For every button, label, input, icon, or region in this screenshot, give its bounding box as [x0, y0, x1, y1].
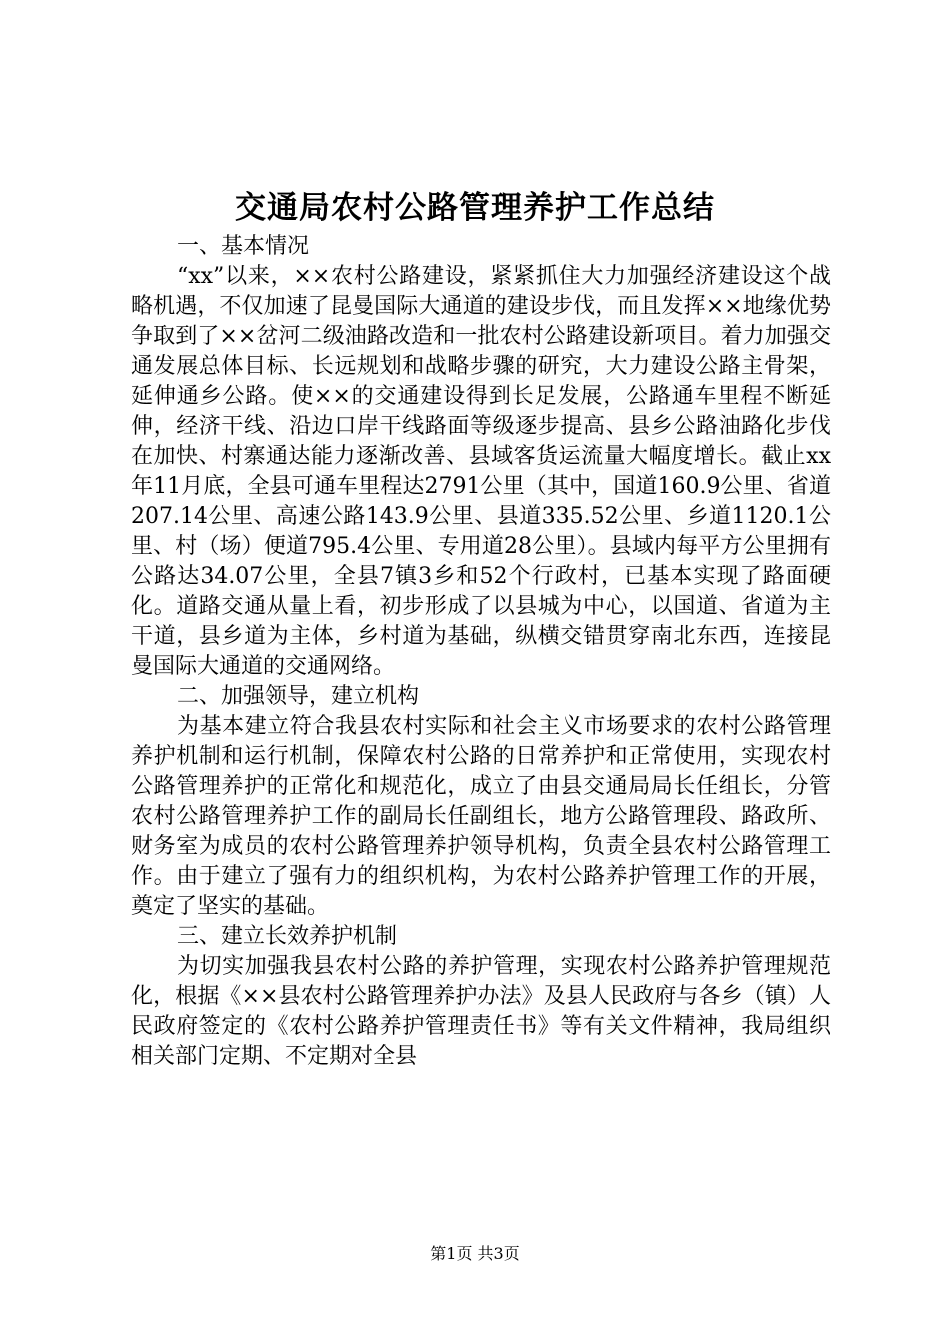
section-heading: 三、建立长效养护机制 — [177, 924, 398, 949]
section-paragraph: 为基本建立符合我县农村实际和社会主义市场要求的农村公路管理养护机制和运行机制，保障农村公路的日常养护和正常使用，实现农村公路管理养护的正常化和规范化，成立了由县交通局局长任组长，分管农村公路管理养护工作的副局长任副组长，地方公路管理段、路政所、财务室为成员的农村公路管理养护领导机构，负责全县农村公路管理工作。由于建立了强有力的组织机构，为农村公路养护管理工作的开展，奠定了坚实的基础。 — [131, 714, 831, 919]
section-paragraph: “xx”以来，××农村公路建设，紧紧抓住大力加强经济建设这个战略机遇，不仅加速了昆曼国际大通道的建设步伐，而且发挥××地缘优势争取到了××岔河二级油路改造和一批农村公路建设新项目。着力加强交通发展总体目标、长远规划和战略步骤的研究，大力建设公路主骨架，延伸通乡公路。使××的交通建设得到长足发展，公路通车里程不断延伸，经济干线、沿边口岸干线路面等级逐步提高、县乡公路油路化步伐在加快、村寨通达能力逐渐改善、县域客货运流量大幅度增长。截止xx年11月底，全县可通车里程达2791公里（其中，国道160.9公里、省道207.14公里、高速公路143.9公里、县道335.52公里、乡道1120.1公里、村（场）便道795.4公里、专用道28公里）。县域内每平方公里拥有公路达34.07公里，全县7镇3乡和52个行政村，已基本实现了路面硬化。道路交通从量上看，初步形成了以县城为中心，以国道、省道为主干道，县乡道为主体，乡村道为基础，纵横交错贯穿南北东西，连接昆曼国际大通道的交通网络。 — [131, 264, 831, 679]
document-title: 交通局农村公路管理养护工作总结 — [235, 190, 715, 226]
section-maintenance-mechanism — [131, 922, 831, 1072]
section-heading: 二、加强领导，建立机构 — [177, 684, 420, 709]
section-heading: 一、基本情况 — [177, 234, 310, 259]
section-paragraph: 为切实加强我县农村公路的养护管理，实现农村公路养护管理规范化，根据《××县农村公路管理养护办法》及县人民政府与各乡（镇）人民政府签定的《农村公路养护管理责任书》等有关文件精神，我局组织相关部门定期、不定期对全县 — [131, 954, 831, 1069]
section-basic-situation — [131, 232, 831, 682]
section-leadership — [131, 682, 831, 922]
document-body — [131, 232, 831, 1072]
page-number-footer: 第1页 共3页 — [430, 1244, 520, 1263]
